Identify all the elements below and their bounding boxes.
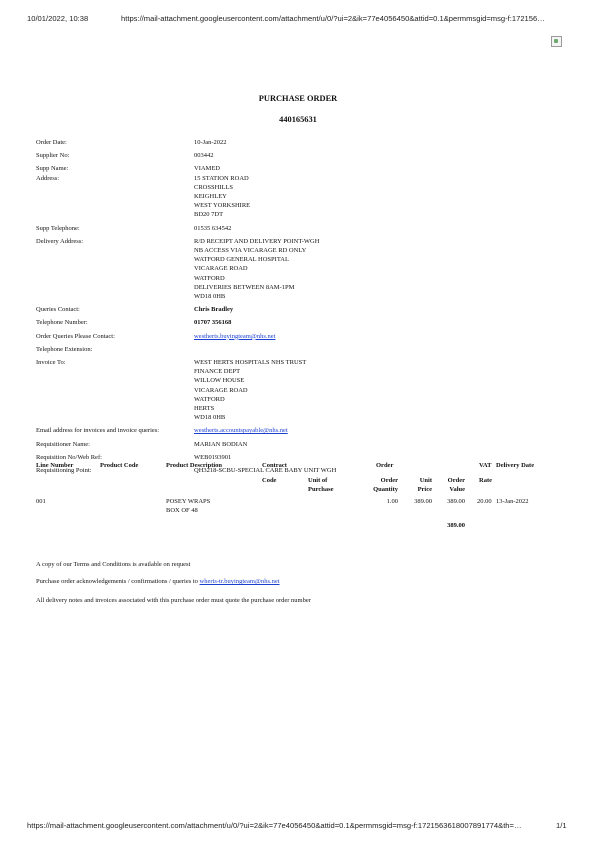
- col-header-order: Order: [376, 462, 394, 469]
- col-header-purchase: Purchase: [308, 486, 334, 493]
- address-label: Address:: [36, 174, 60, 182]
- queries-contact-row: [36, 305, 566, 314]
- invoice-line: WD18 0HB: [194, 414, 226, 422]
- invoice-line: WILLOW HOUSE: [194, 377, 245, 385]
- telephone-number-row: [36, 318, 566, 327]
- ack-note-text: Purchase order acknowledgements / confirmations / queries to: [36, 578, 198, 585]
- invoice-to-label: Invoice To:: [36, 359, 66, 367]
- order-date-row: [36, 138, 566, 147]
- queries-contact-label: Queries Contact:: [36, 306, 80, 314]
- order-date-label: Order Date:: [36, 139, 67, 146]
- document-title: PURCHASE ORDER: [258, 94, 338, 103]
- supplier-no-value: 003442: [194, 152, 214, 160]
- delivery-line: DELIVERIES BETWEEN 8AM-1PM: [194, 283, 295, 291]
- cell-vat-rate: 20.00: [477, 498, 492, 505]
- delivery-line: WD18 0HB: [194, 293, 226, 301]
- requisitioner-label: Requisitioner Name:: [36, 440, 90, 448]
- col-header-order-value: Order: [447, 477, 465, 484]
- col-header-product-description: Product Description: [166, 462, 223, 469]
- col-header-unit: Unit: [419, 477, 432, 484]
- supp-telephone-value: 01535 634542: [194, 224, 232, 232]
- cell-description-2: BOX OF 48: [166, 507, 198, 514]
- invoice-to-row: [36, 358, 566, 422]
- delivery-line: VICARAGE ROAD: [194, 265, 248, 273]
- delivery-address-value: [194, 237, 566, 301]
- queries-contact-value: Chris Bradley: [194, 306, 234, 314]
- col-header-code: Code: [262, 477, 277, 484]
- requisitioner-value: MARIAN BODIAN: [194, 440, 248, 448]
- broken-image-icon: [551, 36, 562, 47]
- address-row: [36, 174, 566, 220]
- supplier-no-label: Supplier No:: [36, 152, 70, 160]
- telephone-extension-value: [194, 345, 566, 354]
- col-header-line-number: Line Number: [36, 462, 74, 469]
- delivery-address-row: [36, 237, 566, 301]
- invoice-line: VICARAGE ROAD: [194, 386, 248, 394]
- order-queries-row: [36, 332, 566, 341]
- ack-email-link[interactable]: wherts-tr.buyingteam@nhs.net: [199, 578, 280, 585]
- invoice-email-link[interactable]: westherts.accountspayable@nhs.net: [194, 427, 288, 435]
- col-header-order-qty: Order: [380, 477, 398, 484]
- invoice-line: WEST HERTS HOSPITALS NHS TRUST: [194, 359, 307, 367]
- order-queries-email-link[interactable]: westherts.buyingteam@nhs.net: [194, 332, 276, 340]
- telephone-number-value: 01707 356168: [194, 319, 232, 327]
- supp-name-label: Supp Name:: [36, 165, 69, 173]
- print-footer-url: https://mail-attachment.googleusercontent.com/attachment/u/0/?ui=2&ik=77e4056450&attid=0.1&permmsgid=msg-f:1721563618007891774&th=…: [27, 821, 522, 830]
- delivery-line: NB ACCESS VIA VICARAGE RD ONLY: [194, 247, 307, 255]
- telephone-extension-row: [36, 345, 566, 354]
- page-number: 1/1: [556, 821, 567, 830]
- cell-order-value: 389.00: [447, 498, 465, 505]
- delivery-line: WATFORD GENERAL HOSPITAL: [194, 256, 289, 264]
- supp-telephone-label: Supp Telephone:: [36, 224, 80, 232]
- col-header-vat: VAT: [479, 462, 492, 469]
- delivery-line: R/D RECEIPT AND DELIVERY POINT-WGH: [194, 237, 320, 245]
- invoice-line: WATFORD: [194, 395, 225, 403]
- requisitioning-point-label: Requisitioning Point:: [36, 467, 92, 475]
- col-header-delivery-date: Delivery Date: [496, 462, 535, 469]
- invoice-email-label: Email address for invoices and invoice queries:: [36, 427, 160, 435]
- address-line: 15 STATION ROAD: [194, 174, 249, 182]
- col-header-price: Price: [417, 486, 432, 493]
- delivery-line: WATFORD: [194, 274, 225, 282]
- requisitioning-point-value: QH3218-SCBU-SPECIAL CARE BABY UNIT WGH: [194, 467, 337, 475]
- col-header-value: Value: [449, 486, 465, 493]
- cell-unit-price: 389.00: [414, 498, 432, 505]
- cell-order-quantity: 1.00: [386, 498, 398, 505]
- ack-note: [36, 578, 280, 585]
- invoice-to-value: [194, 358, 566, 422]
- col-header-product-code: Product Code: [100, 462, 139, 469]
- terms-note: A copy of our Terms and Conditions is available on request: [36, 561, 191, 568]
- col-header-rate: Rate: [479, 477, 492, 484]
- telephone-number-label: Telephone Number:: [36, 319, 88, 327]
- print-url: https://mail-attachment.googleusercontent.com/attachment/u/0/?ui=2&ik=77e4056450&attid=0.1&permmsgid=msg-f:172156…: [121, 14, 545, 23]
- delivery-notes-note: All delivery notes and invoices associated with this purchase order must quote the purchase order number: [36, 597, 311, 604]
- supp-name-row: [36, 164, 566, 173]
- print-datetime: 10/01/2022, 10:38: [27, 14, 89, 23]
- col-header-contract: Contract: [262, 462, 287, 469]
- telephone-extension-label: Telephone Extension:: [36, 345, 93, 353]
- supp-telephone-row: [36, 224, 566, 233]
- col-header-unit-of: Unit of: [308, 477, 328, 484]
- requisition-no-value: WEB0193901: [194, 453, 232, 461]
- delivery-address-label: Delivery Address:: [36, 237, 84, 245]
- address-line: CROSSHILLS: [194, 183, 234, 191]
- requisitioner-row: [36, 440, 566, 449]
- col-header-quantity: Quantity: [373, 486, 398, 493]
- cell-description-1: POSEY WRAPS: [166, 498, 211, 505]
- invoice-email-row: [36, 426, 566, 435]
- address-line: WEST YORKSHIRE: [194, 202, 251, 210]
- supplier-no-row: [36, 151, 566, 160]
- cell-line-number: 001: [36, 498, 46, 505]
- supp-name-value: VIAMED: [194, 165, 220, 173]
- invoice-line: HERTS: [194, 405, 215, 413]
- invoice-line: FINANCE DEPT: [194, 368, 241, 376]
- address-line: BD20 7DT: [194, 211, 224, 219]
- order-queries-label: Order Queries Please Contact:: [36, 332, 115, 340]
- order-number: 440165631: [279, 115, 317, 124]
- order-total: 389.00: [447, 522, 465, 529]
- cell-delivery-date: 13-Jan-2022: [496, 498, 529, 505]
- requisition-no-label: Requisition No/Web Ref:: [36, 453, 102, 461]
- address-line: KEIGHLEY: [194, 193, 227, 201]
- order-date-value: 10-Jan-2022: [194, 139, 227, 146]
- address-value: [194, 174, 566, 220]
- order-details: [36, 138, 566, 475]
